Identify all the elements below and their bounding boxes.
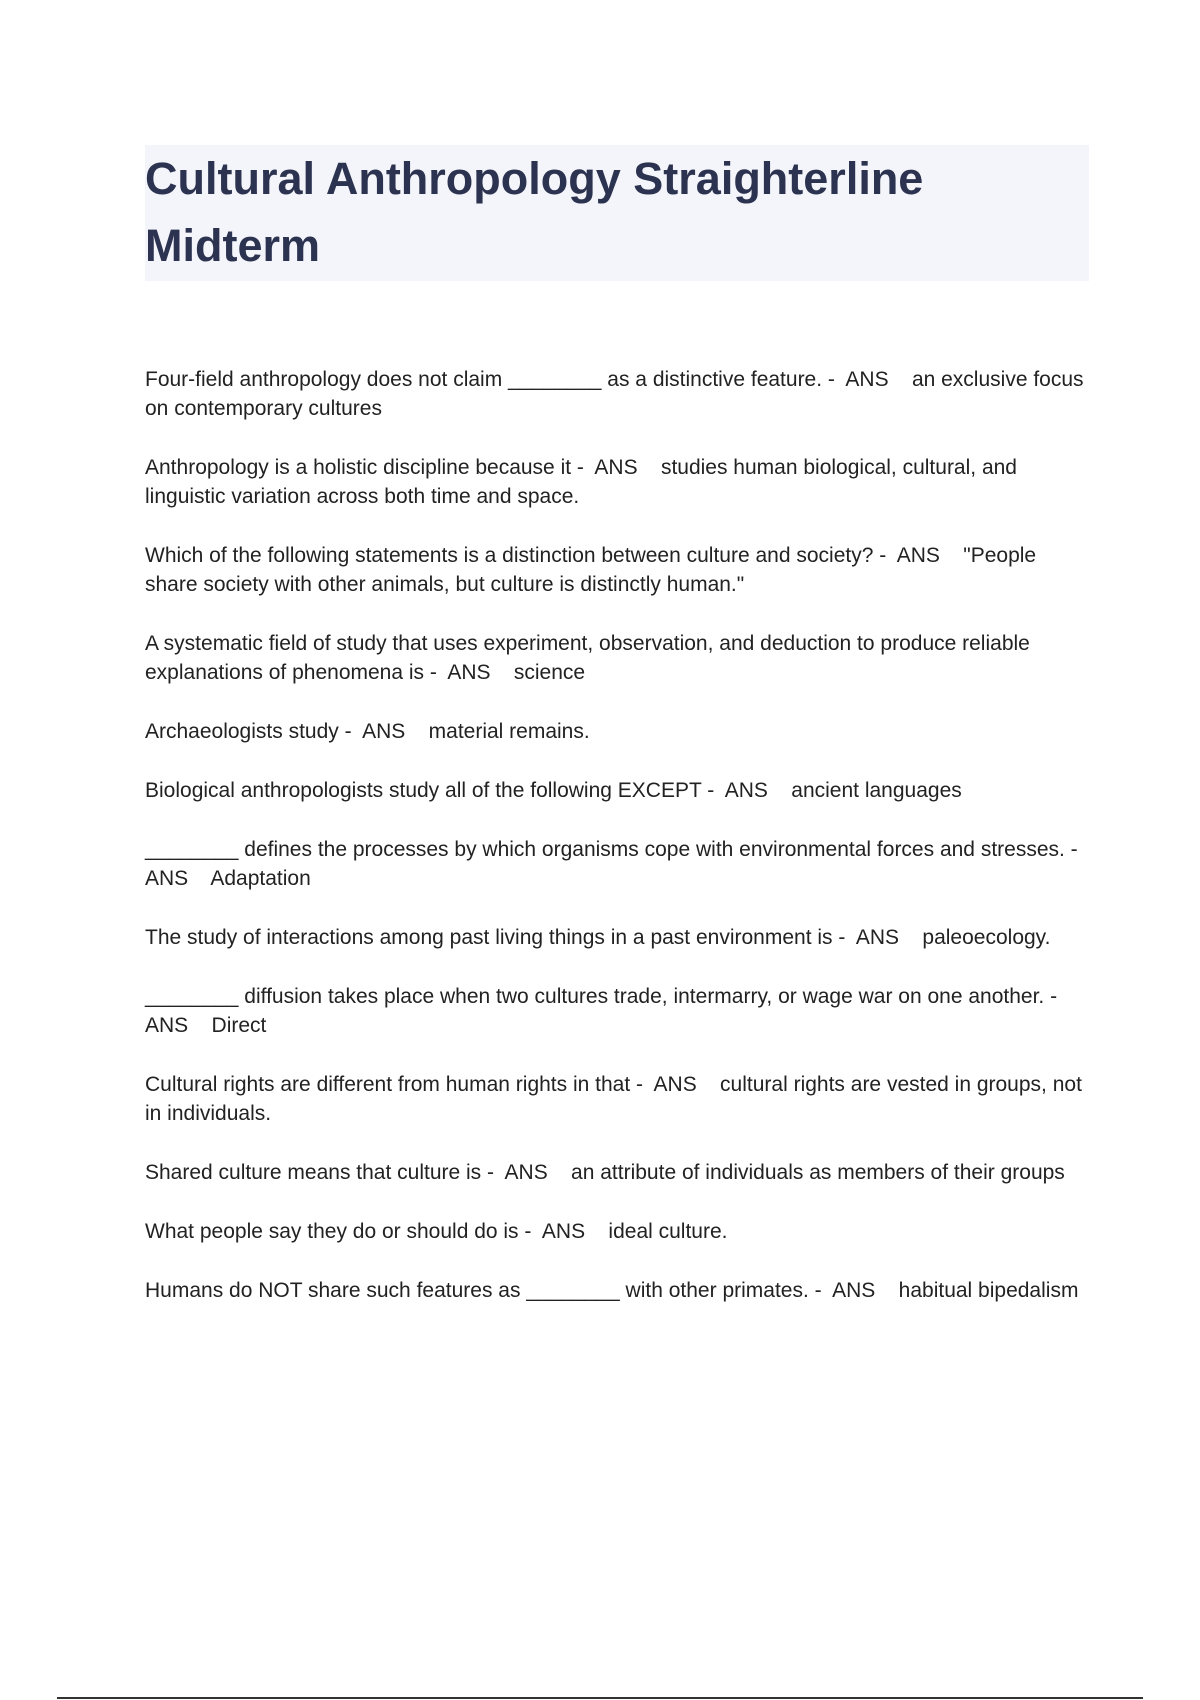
qa-item (145, 1217, 1090, 1246)
qa-item (145, 835, 1090, 893)
answer-text: ancient languages (791, 779, 962, 802)
answer-text: Direct (211, 1014, 267, 1037)
ans-marker: - ANS (424, 661, 514, 684)
question-text: The study of interactions among past living things in a past environment is (145, 926, 833, 949)
qa-item (145, 1276, 1090, 1305)
answer-text: an attribute of individuals as members of their groups (571, 1161, 1065, 1184)
ans-marker: - ANS (518, 1220, 609, 1243)
answer-text: cultural rights are vested in groups, not in individuals. (145, 1073, 1088, 1125)
title-banner (145, 145, 1089, 281)
question-text: Archaeologists study (145, 720, 339, 743)
qa-item (145, 365, 1090, 423)
qa-item (145, 776, 1090, 805)
question-text: Biological anthropologists study all of the following EXCEPT (145, 779, 702, 802)
qa-item (145, 453, 1090, 511)
ans-marker: - ANS (808, 1279, 899, 1302)
ans-marker: - ANS (338, 720, 429, 743)
answer-text: material remains. (428, 720, 590, 743)
ans-marker: - ANS (571, 456, 661, 479)
answer-text: ideal culture. (608, 1220, 728, 1243)
qa-item (145, 1070, 1090, 1128)
ans-marker: - ANS (822, 368, 912, 391)
qa-item (145, 1158, 1090, 1187)
ans-marker: - ANS (145, 838, 1089, 890)
answer-text: "People share society with other animals, but culture is distinctly human." (145, 544, 1042, 596)
question-text: Four-field anthropology does not claim ________ as a distinctive feature. (145, 368, 823, 391)
question-text: Cultural rights are different from human rights in that (145, 1073, 631, 1096)
qa-item (145, 717, 1090, 746)
qa-item (145, 541, 1090, 599)
qa-list (145, 365, 1090, 1335)
question-text: A systematic field of study that uses experiment, observation, and deduction to produce reliable explanations of phenomena is (145, 632, 1036, 684)
ans-marker: - ANS (630, 1073, 721, 1096)
qa-item (145, 629, 1090, 687)
question-text: ________ diffusion takes place when two cultures trade, intermarry, or wage war on one another. (145, 985, 1045, 1008)
answer-text: an exclusive focus on contemporary cultures (145, 368, 1090, 420)
answer-text: paleoecology. (922, 926, 1051, 949)
document-title: Cultural Anthropology Straighterline Midterm (145, 153, 924, 271)
ans-marker: - ANS (701, 779, 792, 802)
question-text: ________ defines the processes by which organisms cope with environmental forces and stresses. (145, 838, 1065, 861)
answer-text: Adaptation (210, 867, 311, 890)
question-text: Anthropology is a holistic discipline because it (145, 456, 572, 479)
ans-marker: - ANS (873, 544, 964, 567)
question-text: Which of the following statements is a distinction between culture and society? (145, 544, 874, 567)
answer-text: habitual bipedalism (898, 1279, 1079, 1302)
question-text: Humans do NOT share such features as ________ with other primates. (145, 1279, 809, 1302)
answer-text: science (513, 661, 586, 684)
answer-text: studies human biological, cultural, and linguistic variation across both time and space. (145, 456, 1023, 508)
question-text: What people say they do or should do is (145, 1220, 519, 1243)
qa-item (145, 982, 1090, 1040)
question-text: Shared culture means that culture is (145, 1161, 482, 1184)
ans-marker: - ANS (832, 926, 923, 949)
ans-marker: - ANS (481, 1161, 572, 1184)
ans-marker: - ANS (145, 985, 1068, 1037)
qa-item (145, 923, 1090, 952)
footer-divider (57, 1697, 1143, 1699)
